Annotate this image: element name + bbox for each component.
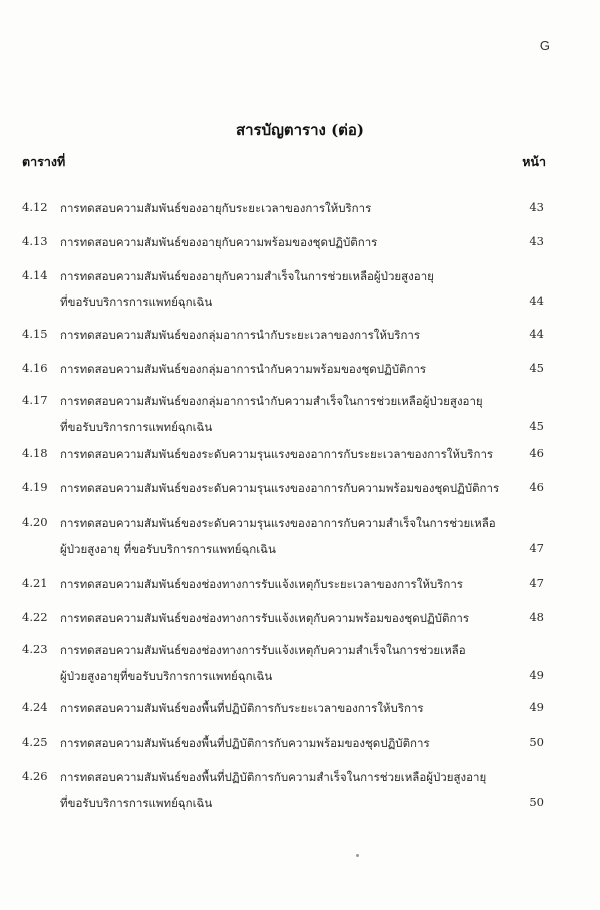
page-number: 49 bbox=[529, 668, 544, 682]
table-number: 4.20 bbox=[22, 515, 48, 529]
toc-entry bbox=[22, 480, 544, 496]
toc-entry bbox=[22, 610, 544, 626]
table-caption: การทดสอบความสัมพันธ์ของพื้นที่ปฏิบัติการกับความสำเร็จในการช่วยเหลือผู้ป่วยสูงอายุ bbox=[60, 770, 487, 784]
page-number: 44 bbox=[529, 327, 544, 341]
table-number: 4.14 bbox=[22, 268, 48, 282]
table-number: 4.18 bbox=[22, 446, 48, 460]
table-caption: การทดสอบความสัมพันธ์ของช่องทางการรับแจ้งเหตุกับความสำเร็จในการช่วยเหลือ bbox=[60, 643, 466, 657]
table-caption: การทดสอบความสัมพันธ์ของระดับความรุนแรงของอาการกับระยะเวลาของการให้บริการ bbox=[60, 447, 494, 461]
toc-entry bbox=[22, 234, 544, 250]
page-number: 49 bbox=[529, 700, 544, 714]
toc-entry bbox=[22, 735, 544, 751]
toc-entry bbox=[22, 576, 544, 592]
table-caption: การทดสอบความสัมพันธ์ของอายุกับความพร้อมของชุดปฏิบัติการ bbox=[60, 235, 378, 249]
page-column-header: หน้า bbox=[522, 154, 546, 169]
page-number: 46 bbox=[529, 480, 544, 494]
toc-entry bbox=[22, 642, 544, 684]
table-column-header: ตารางที่ bbox=[22, 154, 66, 169]
table-caption: การทดสอบความสัมพันธ์ของระดับความรุนแรงของอาการกับความสำเร็จในการช่วยเหลือ bbox=[60, 516, 496, 530]
page-number: 47 bbox=[529, 576, 544, 590]
table-caption: การทดสอบความสัมพันธ์ของพื้นที่ปฏิบัติการกับความพร้อมของชุดปฏิบัติการ bbox=[60, 736, 430, 750]
toc-entry bbox=[22, 327, 544, 343]
page-number: 45 bbox=[529, 419, 544, 433]
table-number: 4.16 bbox=[22, 361, 48, 375]
toc-entry bbox=[22, 393, 544, 435]
table-caption-continued: ที่ขอรับบริการการแพทย์ฉุกเฉิน bbox=[60, 796, 213, 810]
table-number: 4.12 bbox=[22, 200, 48, 214]
table-number: 4.19 bbox=[22, 480, 48, 494]
table-caption: การทดสอบความสัมพันธ์ของช่องทางการรับแจ้งเหตุกับความพร้อมของชุดปฏิบัติการ bbox=[60, 611, 470, 625]
scan-speck bbox=[356, 854, 359, 857]
table-number: 4.25 bbox=[22, 735, 48, 749]
table-caption-continued: ผู้ป่วยสูงอายุ ที่ขอรับบริการการแพทย์ฉุกเฉิน bbox=[60, 542, 276, 556]
page-letter: G bbox=[539, 38, 550, 53]
table-caption: การทดสอบความสัมพันธ์ของกลุ่มอาการนำกับความพร้อมของชุดปฏิบัติการ bbox=[60, 362, 427, 376]
table-caption: การทดสอบความสัมพันธ์ของอายุกับความสำเร็จในการช่วยเหลือผู้ป่วยสูงอายุ bbox=[60, 269, 434, 283]
toc-entry bbox=[22, 515, 544, 557]
page-number: 50 bbox=[529, 795, 544, 809]
toc-entry bbox=[22, 700, 544, 716]
page-number: 45 bbox=[529, 361, 544, 375]
page-number: 47 bbox=[529, 541, 544, 555]
table-number: 4.24 bbox=[22, 700, 48, 714]
table-number: 4.15 bbox=[22, 327, 48, 341]
toc-entry bbox=[22, 361, 544, 377]
page-number: 43 bbox=[529, 234, 544, 248]
table-caption: การทดสอบความสัมพันธ์ของช่องทางการรับแจ้งเหตุกับระยะเวลาของการให้บริการ bbox=[60, 577, 463, 591]
page-number: 43 bbox=[529, 200, 544, 214]
page-title: สารบัญตาราง (ต่อ) bbox=[235, 121, 365, 139]
table-caption: การทดสอบความสัมพันธ์ของอายุกับระยะเวลาของการให้บริการ bbox=[60, 201, 372, 215]
table-caption: การทดสอบความสัมพันธ์ของกลุ่มอาการนำกับความสำเร็จในการช่วยเหลือผู้ป่วยสูงอายุ bbox=[60, 394, 483, 408]
table-caption: การทดสอบความสัมพันธ์ของกลุ่มอาการนำกับระยะเวลาของการให้บริการ bbox=[60, 328, 421, 342]
table-number: 4.23 bbox=[22, 642, 48, 656]
table-caption-continued: ที่ขอรับบริการการแพทย์ฉุกเฉิน bbox=[60, 420, 213, 434]
table-number: 4.22 bbox=[22, 610, 48, 624]
page-number: 50 bbox=[529, 735, 544, 749]
table-caption: การทดสอบความสัมพันธ์ของระดับความรุนแรงของอาการกับความพร้อมของชุดปฏิบัติการ bbox=[60, 481, 500, 495]
toc-entry bbox=[22, 268, 544, 310]
page-number: 48 bbox=[529, 610, 544, 624]
page-number: 44 bbox=[529, 294, 544, 308]
table-number: 4.26 bbox=[22, 769, 48, 783]
toc-entry bbox=[22, 200, 544, 216]
toc-entry bbox=[22, 769, 544, 811]
table-caption-continued: ผู้ป่วยสูงอายุที่ขอรับบริการการแพทย์ฉุกเฉิน bbox=[60, 669, 273, 683]
table-caption: การทดสอบความสัมพันธ์ของพื้นที่ปฏิบัติการกับระยะเวลาของการให้บริการ bbox=[60, 701, 424, 715]
toc-entry bbox=[22, 446, 544, 462]
table-number: 4.13 bbox=[22, 234, 48, 248]
page-number: 46 bbox=[529, 446, 544, 460]
table-number: 4.21 bbox=[22, 576, 48, 590]
table-caption-continued: ที่ขอรับบริการการแพทย์ฉุกเฉิน bbox=[60, 295, 213, 309]
table-number: 4.17 bbox=[22, 393, 48, 407]
